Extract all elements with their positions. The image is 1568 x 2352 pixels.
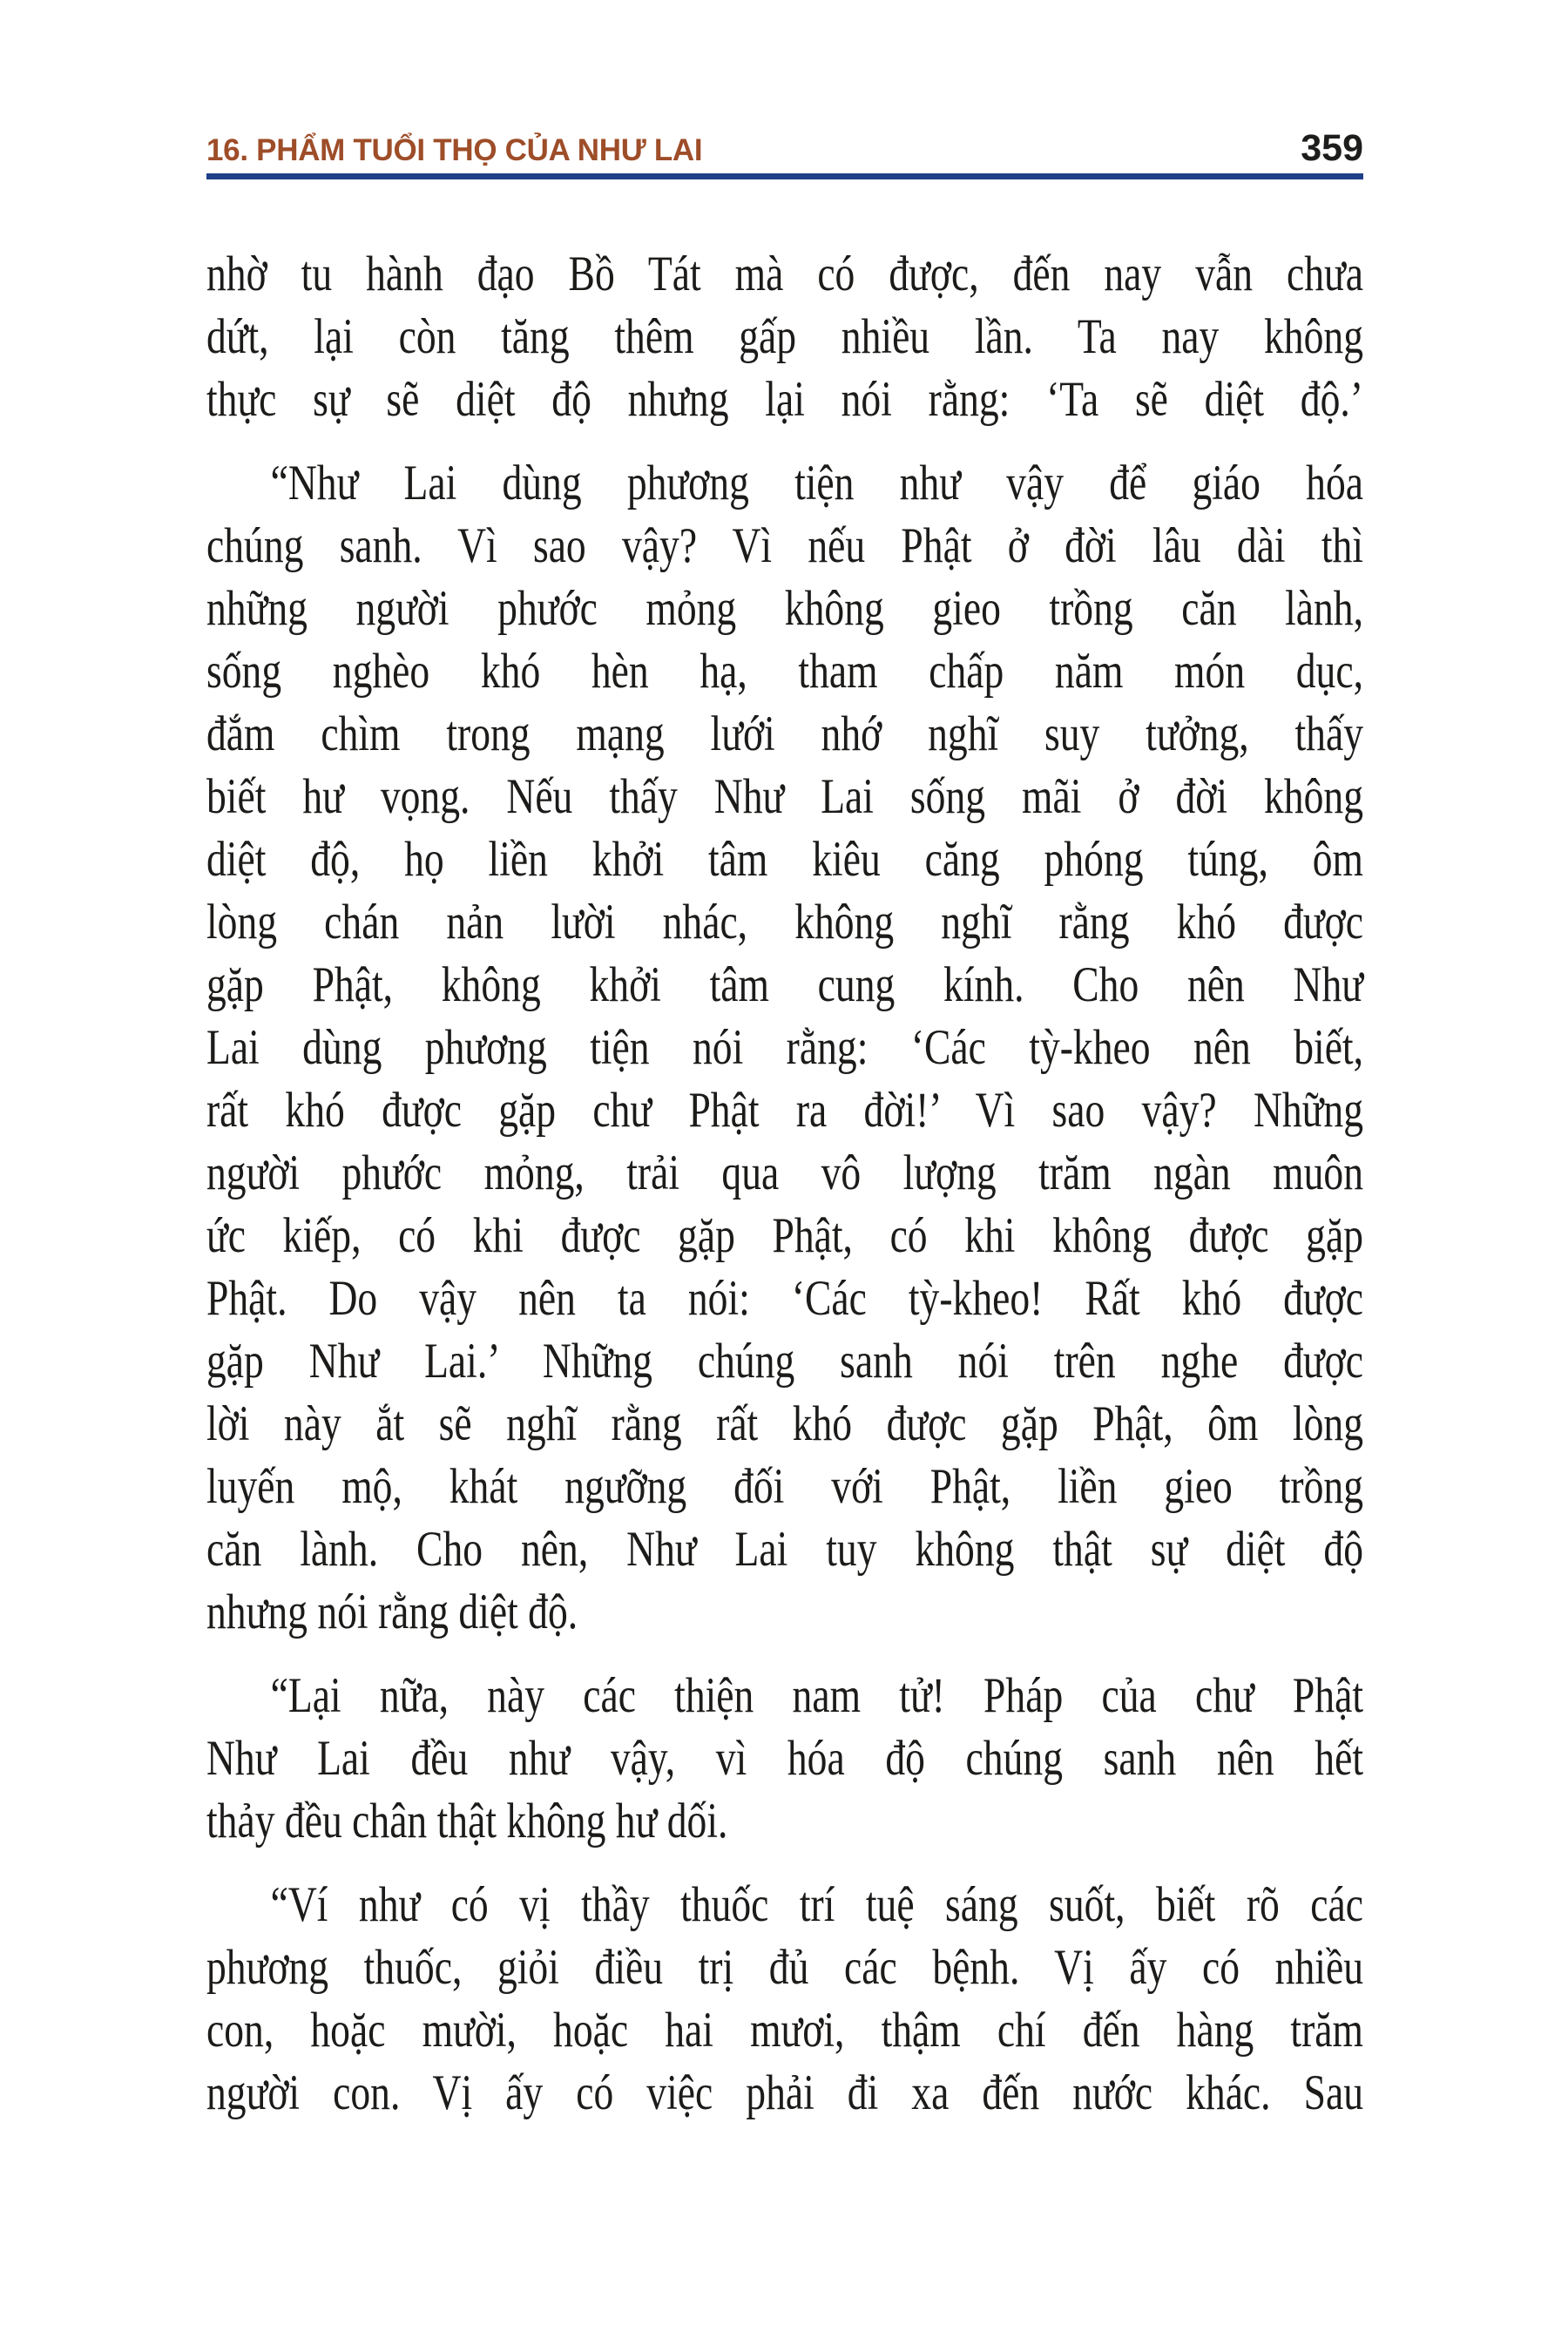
paragraph [206, 1665, 1363, 1853]
text-line: lời này ắt sẽ nghĩ rằng rất khó được gặp Phật, ôm lòng [206, 1396, 1363, 1451]
text-line: biết hư vọng. Nếu thấy Như Lai sống mãi ở đời không [206, 769, 1363, 824]
text-line: ức kiếp, có khi được gặp Phật, có khi không được gặp [206, 1208, 1363, 1263]
text-line: Như Lai đều như vậy, vì hóa độ chúng sanh nên hết [206, 1731, 1363, 1786]
paragraph [206, 243, 1363, 431]
page-header [206, 127, 1363, 169]
body-text [206, 243, 1363, 2125]
text-line: dứt, lại còn tăng thêm gấp nhiều lần. Ta nay không [206, 309, 1363, 364]
paragraph [206, 452, 1363, 1644]
text-line: người con. Vị ấy có việc phải đi xa đến nước khác. Sau [206, 2065, 1363, 2120]
text-line: lòng chán nản lười nhác, không nghĩ rằng khó được [206, 895, 1363, 950]
text-line: “Ví như có vị thầy thuốc trí tuệ sáng suốt, biết rõ các [270, 1877, 1364, 1932]
text-line: con, hoặc mười, hoặc hai mươi, thậm chí đến hàng trăm [206, 2003, 1363, 2058]
text-line: chúng sanh. Vì sao vậy? Vì nếu Phật ở đời lâu dài thì [206, 518, 1363, 573]
text-line: diệt độ, họ liền khởi tâm kiêu căng phóng túng, ôm [206, 832, 1363, 887]
text-line: đắm chìm trong mạng lưới nhớ nghĩ suy tưởng, thấy [206, 706, 1363, 761]
text-line: gặp Phật, không khởi tâm cung kính. Cho nên Như [206, 957, 1363, 1012]
chapter-title: 16. PHẨM TUỔI THỌ CỦA NHƯ LAI [206, 133, 703, 167]
text-line: sống nghèo khó hèn hạ, tham chấp năm món dục, [206, 644, 1363, 699]
text-line: Lai dùng phương tiện nói rằng: ‘Các tỳ-kheo nên biết, [206, 1020, 1363, 1075]
text-line: “Như Lai dùng phương tiện như vậy để giáo hóa [270, 456, 1364, 510]
text-line: thực sự sẽ diệt độ nhưng lại nói rằng: ‘Ta sẽ diệt độ.’ [206, 372, 1363, 427]
text-line: nhờ tu hành đạo Bồ Tát mà có được, đến nay vẫn chưa [206, 247, 1363, 301]
text-line: thảy đều chân thật không hư dối. [206, 1794, 728, 1848]
text-line: luyến mộ, khát ngưỡng đối với Phật, liền gieo trồng [206, 1459, 1363, 1514]
text-line: nhưng nói rằng diệt độ. [206, 1585, 578, 1639]
text-line: rất khó được gặp chư Phật ra đời!’ Vì sao vậy? Những [206, 1083, 1363, 1138]
text-line: “Lại nữa, này các thiện nam tử! Pháp của chư Phật [270, 1668, 1364, 1723]
text-line: những người phước mỏng không gieo trồng căn lành, [206, 581, 1363, 636]
text-line: người phước mỏng, trải qua vô lượng trăm ngàn muôn [206, 1146, 1363, 1200]
header-rule-divider [206, 173, 1363, 179]
paragraph [206, 1874, 1363, 2125]
text-line: phương thuốc, giỏi điều trị đủ các bệnh. Vị ấy có nhiều [206, 1940, 1363, 1995]
text-line: gặp Như Lai.’ Những chúng sanh nói trên nghe được [206, 1334, 1363, 1389]
page-number: 359 [1301, 127, 1363, 169]
text-line: Phật. Do vậy nên ta nói: ‘Các tỳ-kheo! Rất khó được [206, 1271, 1363, 1326]
text-line: căn lành. Cho nên, Như Lai tuy không thật sự diệt độ [206, 1522, 1363, 1577]
